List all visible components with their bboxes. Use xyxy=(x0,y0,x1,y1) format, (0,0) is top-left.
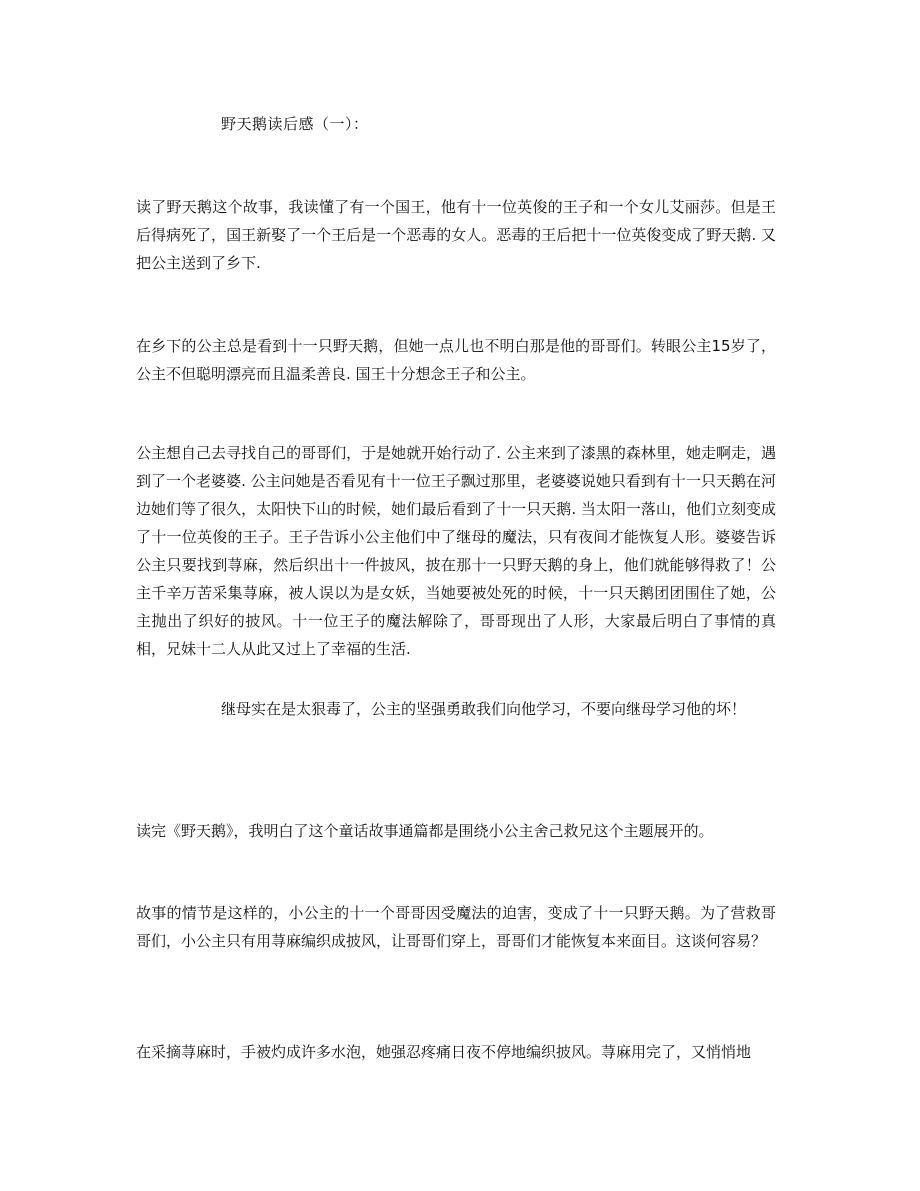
paragraph: 继母实在是太狠毒了，公主的坚强勇敢我们向他学习，不要向继母学习他的坏！ xyxy=(221,700,747,718)
paragraph: 在乡下的公主总是看到十一只野天鹅，但她一点儿也不明白那是他的哥哥们。转眼公主15岁了，公主不但聪明漂亮而且温柔善良. 国王十分想念王子和公主。 xyxy=(136,337,776,383)
paragraph: 公主想自己去寻找自己的哥哥们，于是她就开始行动了. 公主来到了漆黑的森林里，她走啊走，遇到了一个老婆婆. 公主问她是否看见有十一位王子飘过那里，老婆婆说她只看到有十一只天鹅在河边她们等了很久，太阳快下山的时候，她们最后看到了十一只天鹅. 当太阳一落山，他们立刻变成了十一位英俊的王子。王子告诉小公主他们中了继母的魔法，只有夜间才能恢复人形。婆婆告诉公主只要找到荨麻，然后织出十一件披风，披在那十一只野天鹅的身上，他们就能够得救了！公主千辛万苦采集荨麻，被人误以为是女妖，当她要被处死的时候，十一只天鹅团团围住了她，公主抛出了织好的披风。十一位王子的魔法解除了，哥哥现出了人形，大家最后明白了事情的真相，兄妹十二人从此又过上了幸福的生活. xyxy=(136,444,776,658)
document-title: 野天鹅读后感（一）： xyxy=(221,115,369,133)
paragraph: 读了野天鹅这个故事，我读懂了有一个国王，他有十一位英俊的王子和一个女儿艾丽莎。但是王后得病死了，国王新娶了一个王后是一个恶毒的女人。恶毒的王后把十一位英俊变成了野天鹅. 又把公主送到了乡下. xyxy=(136,198,776,272)
paragraph: 故事的情节是这样的，小公主的十一个哥哥因受魔法的迫害，变成了十一只野天鹅。为了营救哥哥们，小公主只有用荨麻编织成披风，让哥哥们穿上，哥哥们才能恢复本来面目。这谈何容易？ xyxy=(136,904,776,950)
paragraph: 在采摘荨麻时，手被灼成许多水泡，她强忍疼痛日夜不停地编织披风。荨麻用完了，又悄悄地 xyxy=(136,1043,752,1061)
paragraph: 读完《野天鹅》，我明白了这个童话故事通篇都是围绕小公主舍己救兄这个主题展开的。 xyxy=(136,822,714,840)
